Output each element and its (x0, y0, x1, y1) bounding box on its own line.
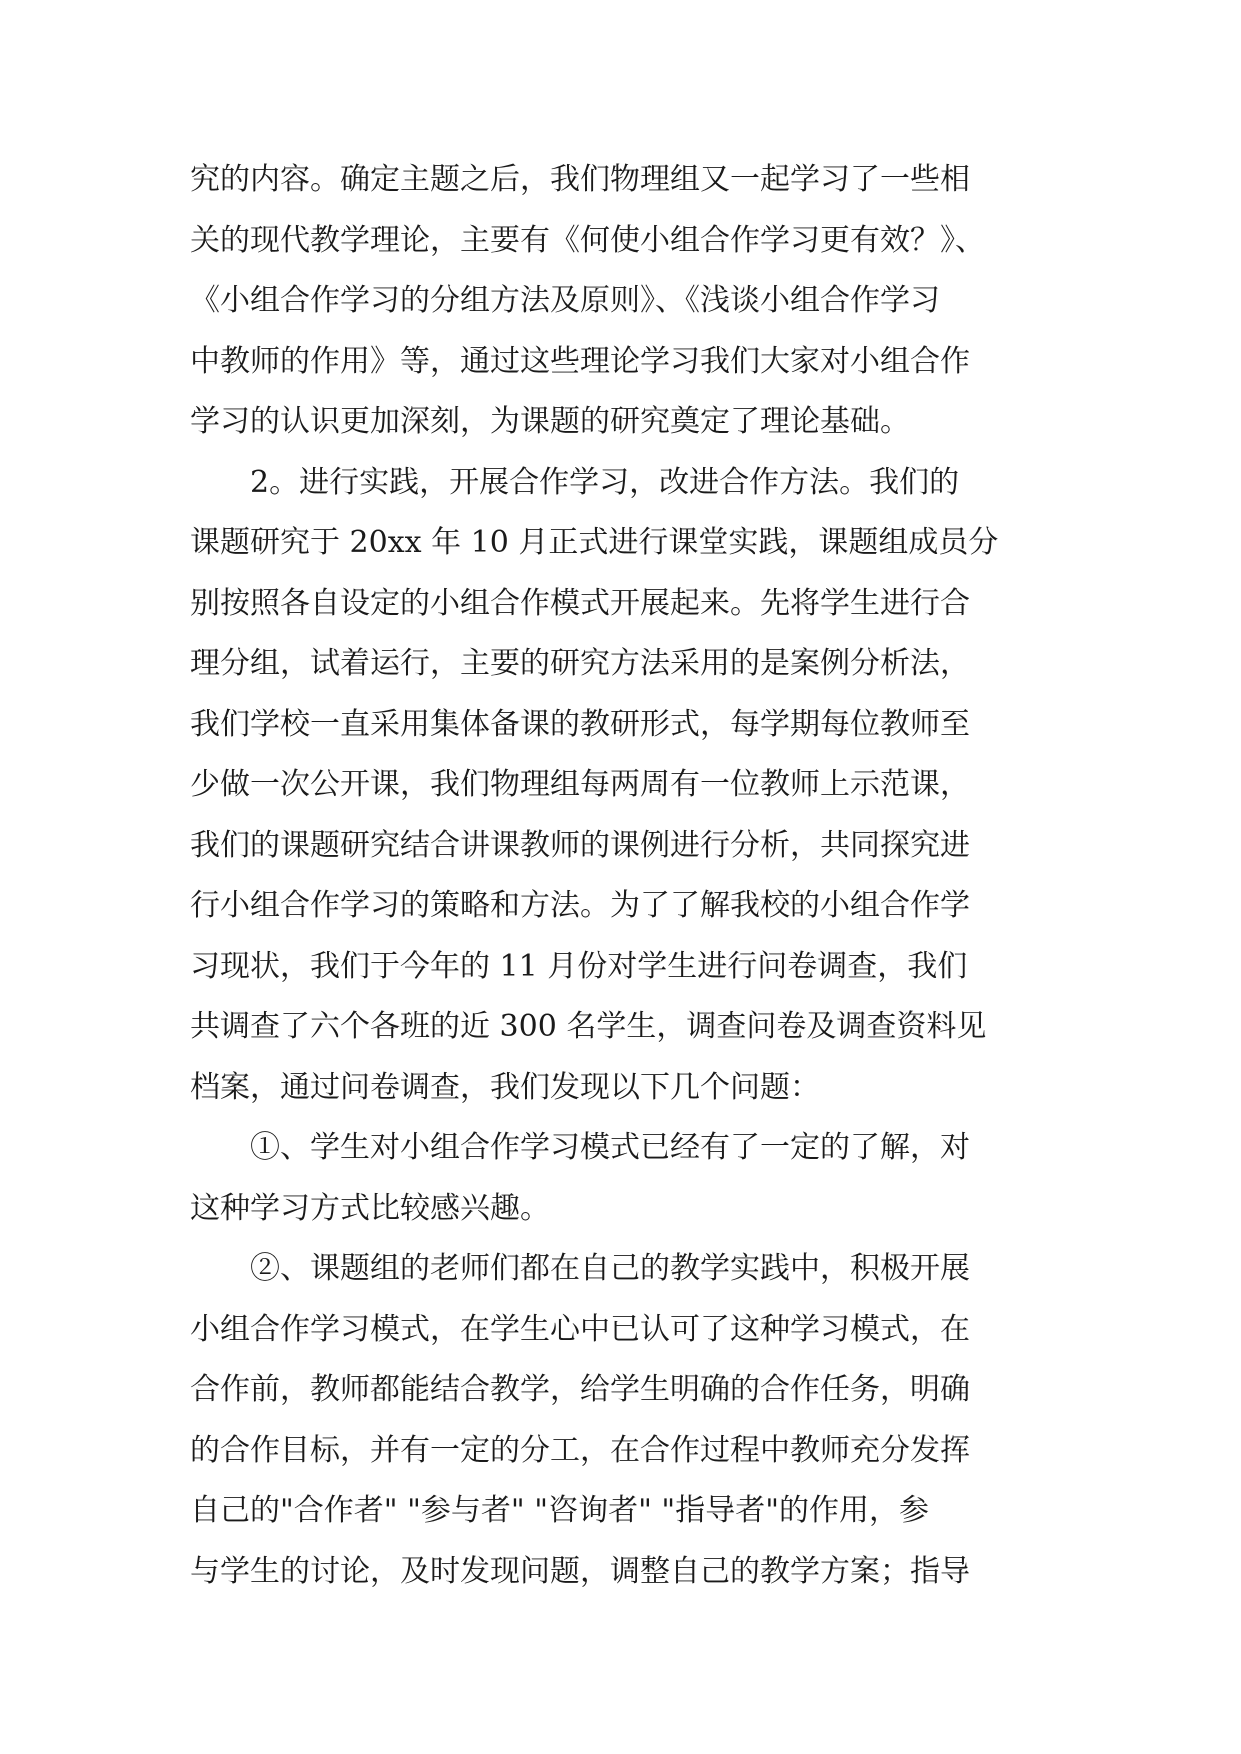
text-line: 自己的"合作者" "参与者" "咨询者" "指导者"的作用，参 (190, 1493, 929, 1528)
text-line: 小组合作学习模式，在学生心中已认可了这种学习模式，在 (190, 1311, 970, 1347)
text-line: 《小组合作学习的分组方法及原则》、《浅谈小组合作学习 (190, 283, 940, 318)
text-line: 这种学习方式比较感兴趣。 (190, 1190, 550, 1226)
text-line: 我们学校一直采用集体备课的教研形式，每学期每位教师至 (190, 706, 970, 742)
text-line: 行小组合作学习的策略和方法。为了了解我校的小组合作学 (190, 888, 970, 923)
text-line: ②、课题组的老师们都在自己的教学实践中，积极开展 (190, 1251, 970, 1286)
body-text (190, 150, 1090, 1602)
text-line: 别按照各自设定的小组合作模式开展起来。先将学生进行合 (190, 585, 970, 621)
text-line: 少做一次公开课，我们物理组每两周有一位教师上示范课， (190, 767, 970, 802)
text-line: 究的内容。确定主题之后，我们物理组又一起学习了一些相 (190, 162, 970, 197)
text-line: 2。进行实践，开展合作学习，改进合作方法。我们的 (190, 464, 960, 500)
text-line: 共调查了六个各班的近 300 名学生，调查问卷及调查资料见 (190, 1009, 987, 1044)
text-line: 我们的课题研究结合讲课教师的课例进行分析，共同探究进 (190, 827, 970, 863)
text-line: ①、学生对小组合作学习模式已经有了一定的了解，对 (190, 1130, 970, 1165)
text-line: 课题研究于 20xx 年 10 月正式进行课堂实践，课题组成员分 (190, 525, 999, 560)
text-line: 合作前，教师都能结合教学，给学生明确的合作任务，明确 (190, 1372, 970, 1407)
text-line: 中教师的作用》等，通过这些理论学习我们大家对小组合作 (190, 343, 970, 379)
text-line: 学习的认识更加深刻，为课题的研究奠定了理论基础。 (190, 404, 910, 439)
text-line: 习现状，我们于今年的 11 月份对学生进行问卷调查，我们 (190, 948, 968, 984)
text-line: 关的现代教学理论，主要有《何使小组合作学习更有效？》、 (190, 222, 985, 258)
text-line: 理分组，试着运行，主要的研究方法采用的是案例分析法， (190, 646, 970, 681)
text-line: 的合作目标，并有一定的分工，在合作过程中教师充分发挥 (190, 1432, 970, 1468)
text-line: 档案，通过问卷调查，我们发现以下几个问题： (190, 1069, 820, 1105)
text-line: 与学生的讨论，及时发现问题，调整自己的教学方案；指导 (190, 1553, 970, 1589)
